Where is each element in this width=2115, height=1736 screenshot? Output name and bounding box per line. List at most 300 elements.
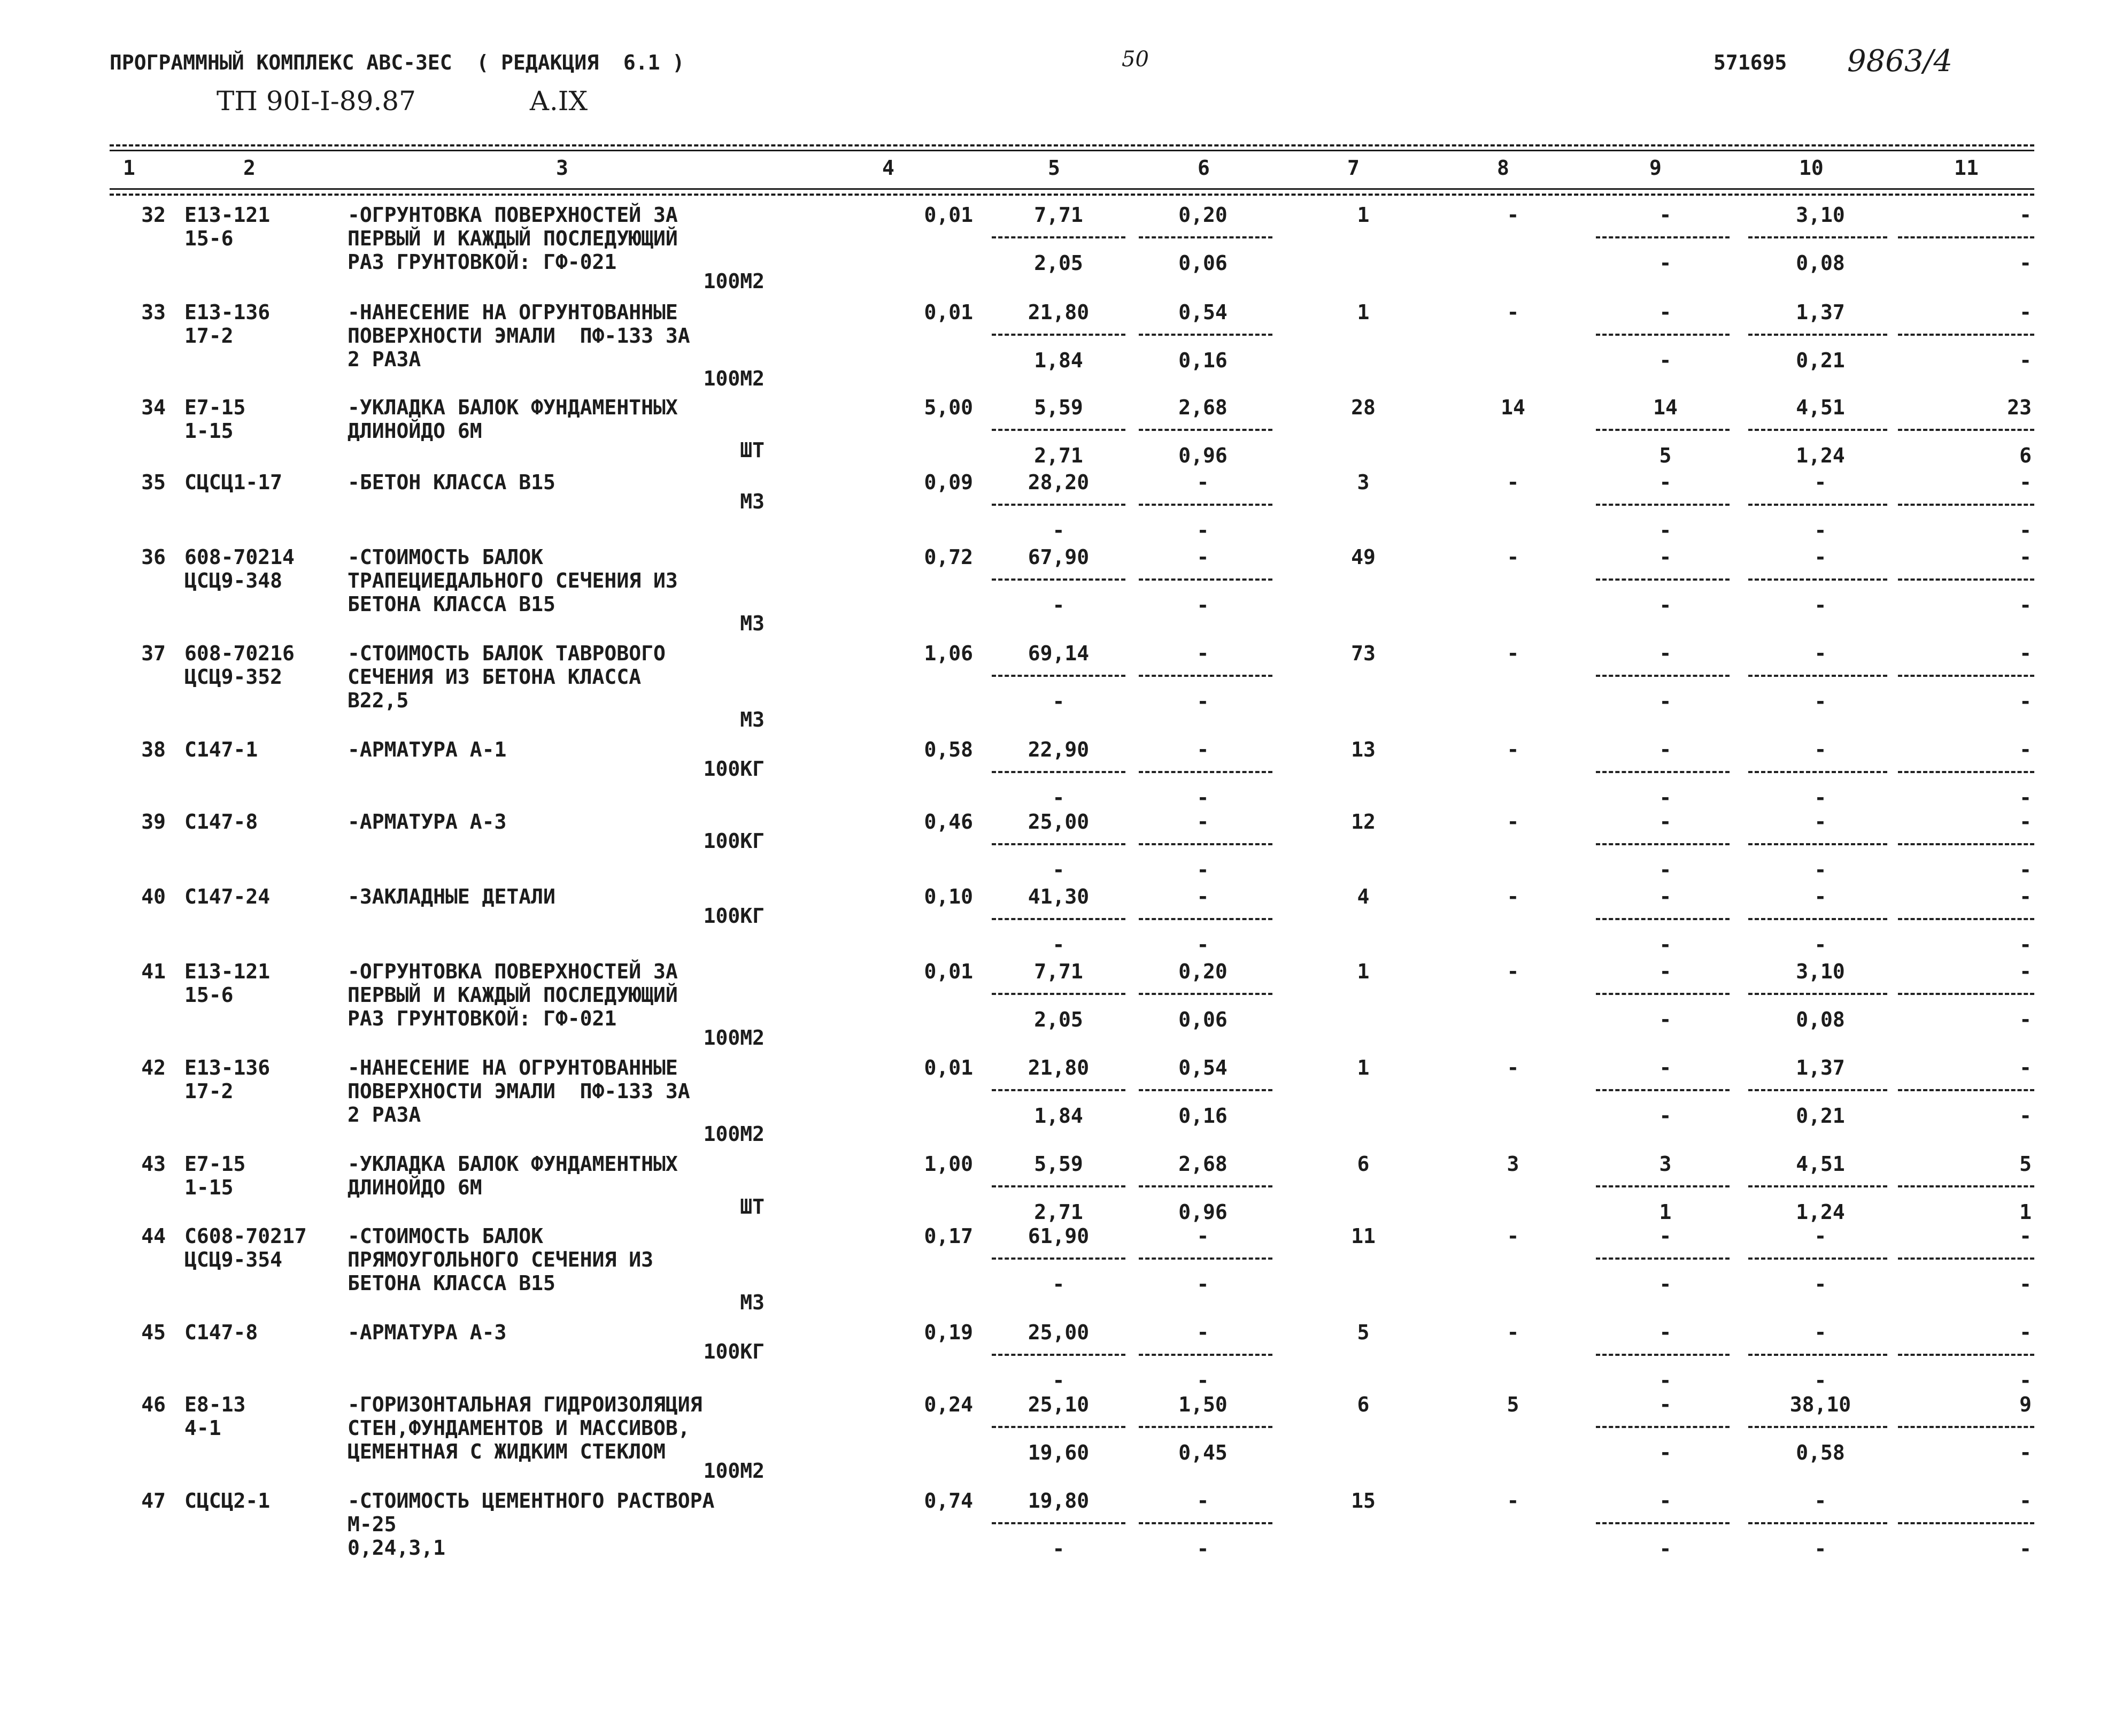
row-description: -ЗАКЛАДНЫЕ ДЕТАЛИ	[348, 885, 555, 908]
col-10-underline	[1748, 334, 1887, 336]
col-5-underline	[992, 236, 1125, 238]
col-5-underline	[992, 1257, 1125, 1260]
row-description: -АРМАТУРА А-1	[348, 738, 507, 761]
col-11-underline	[1898, 675, 2034, 677]
row-col-10-sub: 0,08	[1796, 251, 1845, 275]
col-5-underline	[992, 993, 1125, 995]
col-10-underline	[1748, 236, 1887, 238]
row-machine-wage: 0,16	[1178, 1104, 1228, 1128]
col-9-underline	[1596, 236, 1730, 238]
row-col-11: -	[2019, 545, 2032, 569]
row-wage-total: 14	[1501, 396, 1525, 419]
row-col-10: -	[1814, 1489, 1827, 1513]
row-col-10: 1,37	[1796, 300, 1845, 324]
row-code: 17-2	[184, 324, 234, 348]
col-9-underline	[1596, 1522, 1730, 1524]
row-unit-cost: 41,30	[1028, 885, 1090, 908]
row-description: СЕЧЕНИЯ ИЗ БЕТОНА КЛАССА	[348, 665, 642, 689]
row-machine-wage: -	[1197, 1369, 1209, 1392]
row-col-10: 38,10	[1789, 1393, 1851, 1416]
row-col-11-sub: -	[2019, 786, 2032, 809]
col-5-underline	[992, 1426, 1125, 1428]
row-description: СТЕН,ФУНДАМЕНТОВ И МАССИВОВ,	[348, 1416, 690, 1440]
col-10-header: 10	[1799, 156, 1824, 180]
row-description: 2 РАЗА	[348, 1103, 421, 1127]
row-wage-cost: 0,54	[1178, 1056, 1228, 1079]
row-col-11-sub: -	[2019, 593, 2032, 617]
row-description: ПОВЕРХНОСТИ ЭМАЛИ ПФ-133 ЗА	[348, 324, 690, 348]
col-10-underline	[1748, 675, 1887, 677]
row-description: -СТОИМОСТЬ ЦЕМЕНТНОГО РАСТВОРА	[348, 1489, 715, 1513]
row-code: СЦСЦ1-17	[184, 470, 283, 494]
row-col-9: -	[1659, 1393, 1672, 1416]
col-5-underline	[992, 1354, 1125, 1356]
col-11-underline	[1898, 771, 2034, 773]
row-number: 35	[141, 470, 166, 494]
col-6-underline	[1139, 1354, 1272, 1356]
col-9-underline	[1596, 334, 1730, 336]
col-6-underline	[1139, 771, 1272, 773]
col-5-underline	[992, 578, 1125, 581]
col-6-underline	[1139, 334, 1272, 336]
row-quantity: 0,17	[924, 1224, 973, 1248]
row-code: Е13-136	[184, 300, 271, 324]
row-col-11-sub: 6	[2019, 444, 2032, 467]
row-machine-cost: 2,71	[1034, 1200, 1083, 1224]
col-5-underline	[992, 843, 1125, 845]
col-9-underline	[1596, 918, 1730, 920]
table-header-rule-2	[110, 194, 2034, 196]
row-machine-wage: -	[1197, 593, 1209, 617]
col-11-underline	[1898, 1426, 2034, 1428]
row-machine-wage: -	[1197, 1537, 1209, 1561]
row-unit-cost: 67,90	[1028, 545, 1090, 569]
row-col-9: 14	[1653, 396, 1678, 419]
col-11-underline	[1898, 1354, 2034, 1356]
row-unit-cost: 21,80	[1028, 300, 1090, 324]
row-machine-wage: -	[1197, 933, 1209, 956]
album-code: А.IX	[529, 86, 588, 117]
row-col-9-sub: -	[1659, 1008, 1672, 1031]
col-9-underline	[1596, 504, 1730, 506]
row-description: БЕТОНА КЛАССА В15	[348, 1271, 555, 1295]
row-wage-cost: 2,68	[1178, 1152, 1228, 1176]
row-total-cost: 1	[1357, 300, 1370, 324]
row-col-9: -	[1659, 1489, 1672, 1513]
col-11-underline	[1898, 429, 2034, 431]
row-col-10-sub: 0,58	[1796, 1441, 1845, 1464]
row-wage-cost: 0,20	[1178, 203, 1228, 227]
col-9-underline	[1596, 578, 1730, 581]
row-quantity: 0,72	[924, 545, 973, 569]
row-code: Е7-15	[184, 396, 246, 419]
col-11-underline	[1898, 843, 2034, 845]
row-quantity: 0,01	[924, 1056, 973, 1079]
row-wage-cost: -	[1197, 1489, 1209, 1513]
col-11-underline	[1898, 993, 2034, 995]
col-10-underline	[1748, 504, 1887, 506]
row-col-11-sub: -	[2019, 1104, 2032, 1128]
row-col-9-sub: -	[1659, 933, 1672, 956]
row-wage-total: -	[1507, 470, 1519, 494]
row-col-11-sub: -	[2019, 519, 2032, 542]
col-9-underline	[1596, 843, 1730, 845]
row-unit: 100КГ	[703, 757, 765, 781]
row-wage-cost: -	[1197, 1321, 1209, 1344]
col-6-underline	[1139, 504, 1272, 506]
row-code: 608-70214	[184, 545, 295, 569]
row-col-9: -	[1659, 738, 1672, 761]
row-wage-total: -	[1507, 642, 1519, 665]
col-10-underline	[1748, 429, 1887, 431]
row-description: РАЗ ГРУНТОВКОЙ: ГФ-021	[348, 1007, 617, 1030]
row-number: 46	[141, 1393, 166, 1416]
row-number: 38	[141, 738, 166, 761]
row-quantity: 0,24	[924, 1393, 973, 1416]
col-6-underline	[1139, 843, 1272, 845]
row-description: -СТОИМОСТЬ БАЛОК	[348, 545, 544, 569]
row-col-11-sub: -	[2019, 1008, 2032, 1031]
row-description: ПРЯМОУГОЛЬНОГО СЕЧЕНИЯ ИЗ	[348, 1248, 653, 1271]
row-number: 44	[141, 1224, 166, 1248]
row-unit-cost: 22,90	[1028, 738, 1090, 761]
row-machine-wage: 0,96	[1178, 1200, 1228, 1224]
row-description: БЕТОНА КЛАССА В15	[348, 592, 555, 616]
row-number: 47	[141, 1489, 166, 1513]
row-machine-cost: 19,60	[1028, 1441, 1090, 1464]
col-9-underline	[1596, 1426, 1730, 1428]
col-8-header: 8	[1497, 156, 1509, 180]
row-col-11: -	[2019, 203, 2032, 227]
row-unit: ШТ	[740, 438, 765, 462]
row-col-10: -	[1814, 1321, 1827, 1344]
row-col-10-sub: -	[1814, 858, 1827, 882]
col-6-underline	[1139, 675, 1272, 677]
row-col-11: -	[2019, 960, 2032, 983]
row-unit-cost: 7,71	[1034, 960, 1083, 983]
row-description: ЦЕМЕНТНАЯ С ЖИДКИМ СТЕКЛОМ	[348, 1440, 666, 1463]
row-col-11: -	[2019, 1224, 2032, 1248]
row-col-10-sub: 0,21	[1796, 349, 1845, 372]
page-number: 50	[1122, 47, 1149, 72]
row-unit-cost: 61,90	[1028, 1224, 1090, 1248]
row-total-cost: 6	[1357, 1393, 1370, 1416]
table-top-rule-2	[110, 150, 2034, 151]
col-9-underline	[1596, 1257, 1730, 1260]
row-machine-cost: 1,84	[1034, 1104, 1083, 1128]
row-col-10: 3,10	[1796, 203, 1845, 227]
row-code: 1-15	[184, 419, 234, 443]
col-5-underline	[992, 771, 1125, 773]
row-col-9: -	[1659, 642, 1672, 665]
col-10-underline	[1748, 1089, 1887, 1091]
col-9-underline	[1596, 1354, 1730, 1356]
row-quantity: 0,09	[924, 470, 973, 494]
col-6-underline	[1139, 1522, 1272, 1524]
row-machine-wage: 0,16	[1178, 349, 1228, 372]
row-number: 39	[141, 810, 166, 834]
row-code: С147-8	[184, 1321, 258, 1344]
row-code: 1-15	[184, 1176, 234, 1199]
col-11-underline	[1898, 1089, 2034, 1091]
row-col-10: -	[1814, 885, 1827, 908]
col-5-underline	[992, 918, 1125, 920]
row-col-9: -	[1659, 810, 1672, 834]
row-col-9-sub: -	[1659, 251, 1672, 275]
row-wage-total: 3	[1507, 1152, 1519, 1176]
row-col-11: -	[2019, 300, 2032, 324]
row-col-9-sub: -	[1659, 1441, 1672, 1464]
row-col-9-sub: -	[1659, 1272, 1672, 1296]
row-machine-cost: -	[1052, 593, 1065, 617]
row-wage-total: -	[1507, 1489, 1519, 1513]
row-total-cost: 5	[1357, 1321, 1370, 1344]
row-code: СЦСЦ2-1	[184, 1489, 271, 1513]
row-total-cost: 3	[1357, 470, 1370, 494]
row-wage-cost: -	[1197, 885, 1209, 908]
col-5-underline	[992, 1089, 1125, 1091]
row-total-cost: 1	[1357, 1056, 1370, 1079]
program-title: ПРОГРАММНЫЙ КОМПЛЕКС АВС-3ЕС ( РЕДАКЦИЯ 6.1 )	[110, 51, 685, 74]
row-col-9: -	[1659, 1321, 1672, 1344]
col-4-header: 4	[882, 156, 894, 180]
col-5-underline	[992, 1522, 1125, 1524]
row-col-9-sub: 1	[1659, 1200, 1672, 1224]
row-machine-wage: -	[1197, 1272, 1209, 1296]
row-quantity: 1,06	[924, 642, 973, 665]
row-col-10-sub: -	[1814, 786, 1827, 809]
row-number: 32	[141, 203, 166, 227]
row-unit-cost: 25,10	[1028, 1393, 1090, 1416]
row-col-9-sub: -	[1659, 1369, 1672, 1392]
col-6-underline	[1139, 1089, 1272, 1091]
row-unit: 100М2	[703, 269, 765, 293]
col-11-underline	[1898, 236, 2034, 238]
row-wage-cost: -	[1197, 545, 1209, 569]
row-col-9-sub: -	[1659, 349, 1672, 372]
table-top-rule	[110, 144, 2034, 146]
row-number: 45	[141, 1321, 166, 1344]
row-unit: М3	[740, 612, 765, 635]
row-machine-cost: 1,84	[1034, 349, 1083, 372]
col-5-underline	[992, 429, 1125, 431]
row-description: ПЕРВЫЙ И КАЖДЫЙ ПОСЛЕДУЮЩИЙ	[348, 983, 678, 1007]
row-col-11: -	[2019, 642, 2032, 665]
row-col-9: -	[1659, 1224, 1672, 1248]
row-total-cost: 11	[1351, 1224, 1376, 1248]
row-number: 36	[141, 545, 166, 569]
row-unit-cost: 5,59	[1034, 396, 1083, 419]
row-wage-cost: -	[1197, 738, 1209, 761]
row-col-9: -	[1659, 885, 1672, 908]
row-wage-cost: -	[1197, 470, 1209, 494]
row-machine-cost: 2,05	[1034, 251, 1083, 275]
row-col-10: -	[1814, 470, 1827, 494]
col-10-underline	[1748, 1257, 1887, 1260]
row-wage-cost: 1,50	[1178, 1393, 1228, 1416]
row-col-9-sub: 5	[1659, 444, 1672, 467]
row-code: С147-24	[184, 885, 271, 908]
row-quantity: 0,01	[924, 960, 973, 983]
row-description: -СТОИМОСТЬ БАЛОК ТАВРОВОГО	[348, 642, 666, 665]
row-number: 43	[141, 1152, 166, 1176]
row-unit: М3	[740, 490, 765, 513]
col-10-underline	[1748, 993, 1887, 995]
row-wage-cost: -	[1197, 642, 1209, 665]
col-11-underline	[1898, 578, 2034, 581]
col-10-underline	[1748, 578, 1887, 581]
table-header-rule	[110, 188, 2034, 190]
col-6-underline	[1139, 429, 1272, 431]
row-col-10: 4,51	[1796, 1152, 1845, 1176]
col-9-underline	[1596, 771, 1730, 773]
row-description: 0,24,3,1	[348, 1536, 446, 1560]
col-10-underline	[1748, 843, 1887, 845]
row-col-9-sub: -	[1659, 1537, 1672, 1561]
row-number: 34	[141, 396, 166, 419]
col-9-underline	[1596, 1089, 1730, 1091]
row-col-10-sub: 1,24	[1796, 444, 1845, 467]
col-10-underline	[1748, 1185, 1887, 1187]
row-col-11-sub: -	[2019, 1369, 2032, 1392]
row-unit: 100КГ	[703, 1340, 765, 1363]
row-wage-total: -	[1507, 885, 1519, 908]
document-code: 571695	[1713, 51, 1787, 74]
row-wage-total: -	[1507, 300, 1519, 324]
row-code: С608-70217	[184, 1224, 307, 1248]
row-col-11-sub: -	[2019, 690, 2032, 713]
row-wage-total: -	[1507, 738, 1519, 761]
col-3-header: 3	[556, 156, 568, 180]
row-col-11-sub: -	[2019, 251, 2032, 275]
row-quantity: 0,10	[924, 885, 973, 908]
row-code: Е13-121	[184, 203, 271, 227]
row-total-cost: 6	[1357, 1152, 1370, 1176]
col-1-header: 1	[123, 156, 135, 180]
row-wage-total: -	[1507, 1321, 1519, 1344]
row-col-10-sub: -	[1814, 593, 1827, 617]
row-description: -АРМАТУРА А-3	[348, 810, 507, 834]
row-wage-total: -	[1507, 810, 1519, 834]
row-quantity: 0,46	[924, 810, 973, 834]
row-total-cost: 4	[1357, 885, 1370, 908]
row-description: -СТОИМОСТЬ БАЛОК	[348, 1224, 544, 1248]
row-description: В22,5	[348, 689, 409, 712]
row-col-9: -	[1659, 300, 1672, 324]
row-col-9-sub: -	[1659, 690, 1672, 713]
row-code: 4-1	[184, 1416, 221, 1440]
col-9-underline	[1596, 429, 1730, 431]
row-description: -ГОРИЗОНТАЛЬНАЯ ГИДРОИЗОЛЯЦИЯ	[348, 1393, 703, 1416]
col-9-header: 9	[1649, 156, 1662, 180]
row-unit: 100КГ	[703, 829, 765, 853]
row-unit: 100М2	[703, 367, 765, 390]
col-9-underline	[1596, 993, 1730, 995]
row-col-10-sub: -	[1814, 1537, 1827, 1561]
row-col-9: -	[1659, 960, 1672, 983]
col-6-underline	[1139, 1257, 1272, 1260]
row-machine-cost: -	[1052, 786, 1065, 809]
row-col-11: -	[2019, 1056, 2032, 1079]
col-5-underline	[992, 504, 1125, 506]
row-col-9: -	[1659, 470, 1672, 494]
row-col-11-sub: -	[2019, 1441, 2032, 1464]
row-col-10: -	[1814, 738, 1827, 761]
row-col-9-sub: -	[1659, 593, 1672, 617]
row-unit-cost: 69,14	[1028, 642, 1090, 665]
row-col-11: -	[2019, 1489, 2032, 1513]
row-unit-cost: 28,20	[1028, 470, 1090, 494]
row-col-10-sub: 0,08	[1796, 1008, 1845, 1031]
row-unit: 100КГ	[703, 904, 765, 928]
row-col-10-sub: -	[1814, 690, 1827, 713]
row-col-10-sub: 1,24	[1796, 1200, 1845, 1224]
row-unit-cost: 5,59	[1034, 1152, 1083, 1176]
row-number: 40	[141, 885, 166, 908]
row-wage-cost: 0,20	[1178, 960, 1228, 983]
row-code: 608-70216	[184, 642, 295, 665]
col-6-underline	[1139, 578, 1272, 581]
row-number: 42	[141, 1056, 166, 1079]
row-col-11-sub: -	[2019, 858, 2032, 882]
row-col-10-sub: -	[1814, 933, 1827, 956]
col-11-underline	[1898, 1185, 2034, 1187]
row-wage-total: -	[1507, 203, 1519, 227]
row-number: 37	[141, 642, 166, 665]
row-machine-wage: -	[1197, 786, 1209, 809]
row-wage-total: 5	[1507, 1393, 1519, 1416]
row-code: ЦСЦ9-348	[184, 569, 283, 592]
row-description: -ОГРУНТОВКА ПОВЕРХНОСТЕЙ ЗА	[348, 960, 678, 983]
row-col-11: 23	[2007, 396, 2032, 419]
row-machine-wage: 0,96	[1178, 444, 1228, 467]
row-col-10: -	[1814, 810, 1827, 834]
row-description: -УКЛАДКА БАЛОК ФУНДАМЕНТНЫХ	[348, 396, 678, 419]
col-11-underline	[1898, 1257, 2034, 1260]
row-description: -НАНЕСЕНИЕ НА ОГРУНТОВАННЫЕ	[348, 1056, 678, 1079]
col-2-header: 2	[243, 156, 256, 180]
row-col-9-sub: -	[1659, 786, 1672, 809]
row-col-11: -	[2019, 810, 2032, 834]
row-code: Е13-136	[184, 1056, 271, 1079]
row-wage-total: -	[1507, 1224, 1519, 1248]
row-unit: ШТ	[740, 1195, 765, 1218]
row-col-11-sub: 1	[2019, 1200, 2032, 1224]
row-total-cost: 12	[1351, 810, 1376, 834]
row-machine-cost: -	[1052, 933, 1065, 956]
col-10-underline	[1748, 1426, 1887, 1428]
row-total-cost: 1	[1357, 203, 1370, 227]
row-col-9: -	[1659, 1056, 1672, 1079]
col-11-underline	[1898, 334, 2034, 336]
row-wage-cost: 2,68	[1178, 396, 1228, 419]
row-wage-cost: 0,54	[1178, 300, 1228, 324]
row-col-9: 3	[1659, 1152, 1672, 1176]
col-5-underline	[992, 334, 1125, 336]
row-description: М-25	[348, 1513, 397, 1536]
row-number: 41	[141, 960, 166, 983]
row-col-10: -	[1814, 545, 1827, 569]
row-machine-cost: 2,71	[1034, 444, 1083, 467]
row-code: С147-8	[184, 810, 258, 834]
col-10-underline	[1748, 771, 1887, 773]
row-col-10: 4,51	[1796, 396, 1845, 419]
row-wage-total: -	[1507, 1056, 1519, 1079]
col-6-underline	[1139, 236, 1272, 238]
row-unit-cost: 25,00	[1028, 1321, 1090, 1344]
row-wage-total: -	[1507, 545, 1519, 569]
row-col-10: 1,37	[1796, 1056, 1845, 1079]
